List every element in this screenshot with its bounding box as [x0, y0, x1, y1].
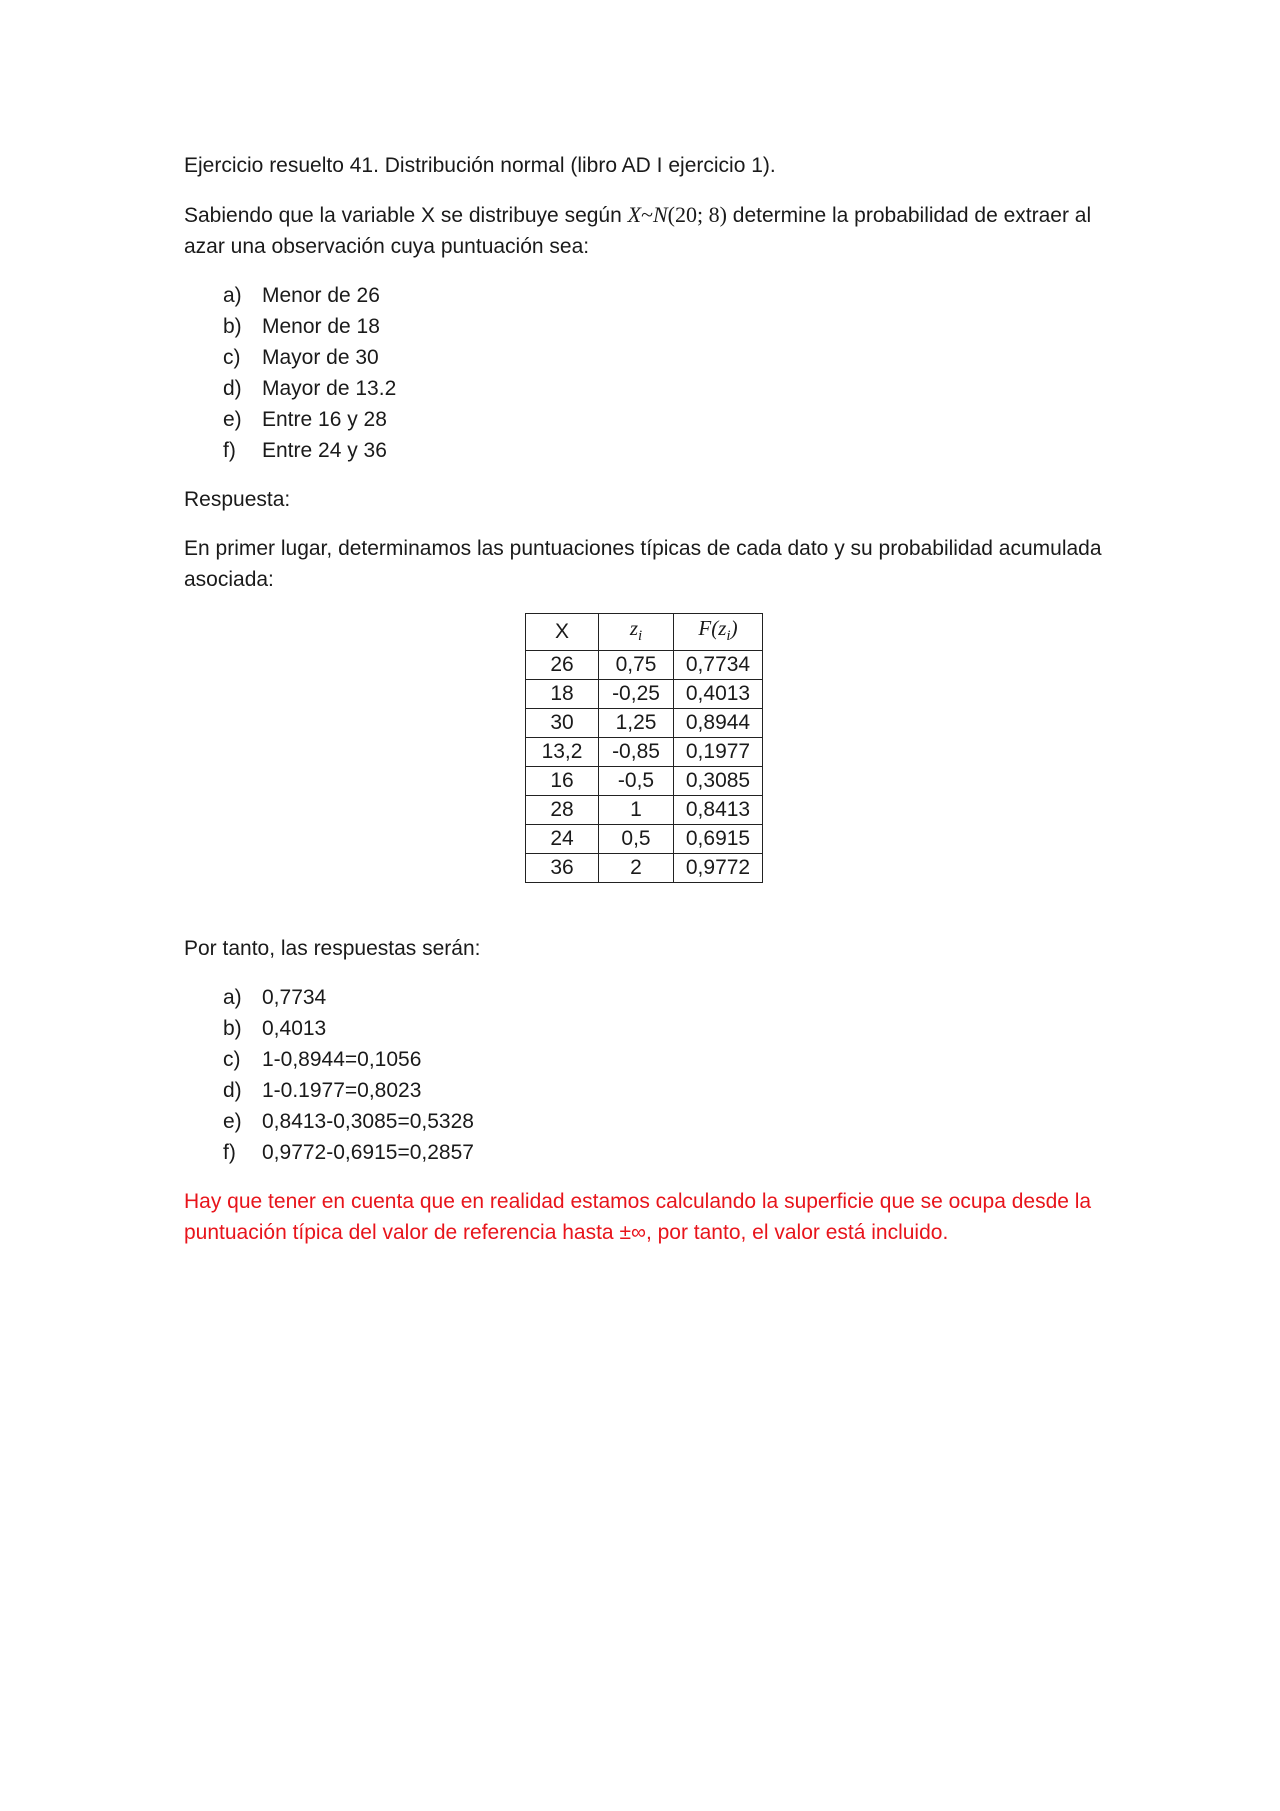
cell-z: 0,75 — [599, 651, 674, 680]
table-row — [526, 680, 763, 709]
item-label: b) — [223, 1017, 242, 1041]
item-label: a) — [223, 986, 242, 1010]
item-label: f) — [223, 1141, 236, 1165]
cell-z: 1,25 — [599, 709, 674, 738]
list-item — [223, 1044, 1104, 1075]
cell-z: 1 — [599, 796, 674, 825]
list-item — [223, 280, 1104, 311]
header-x: X — [526, 614, 599, 651]
list-item — [223, 1106, 1104, 1137]
math-tilde: ~ — [641, 202, 653, 227]
table-row — [526, 651, 763, 680]
item-text: Mayor de 13.2 — [262, 377, 397, 400]
item-label: e) — [223, 408, 242, 431]
z-table-container — [525, 613, 1104, 883]
item-text: 1-0,8944=0,1056 — [262, 1048, 422, 1072]
table-row — [526, 709, 763, 738]
item-text: 0,4013 — [262, 1017, 327, 1041]
math-distribution: N — [652, 202, 668, 227]
cell-z: -0,5 — [599, 767, 674, 796]
list-item — [223, 982, 1104, 1013]
cell-x: 30 — [526, 709, 599, 738]
item-label: b) — [223, 315, 242, 338]
header-f: $F(z_i)$ — [674, 614, 763, 651]
math-variable: X — [627, 202, 642, 227]
cell-f: 0,4013 — [674, 680, 763, 709]
cell-z: 2 — [599, 854, 674, 883]
list-item — [223, 342, 1104, 373]
list-item — [223, 373, 1104, 404]
z-score-table — [525, 613, 763, 883]
cell-x: 24 — [526, 825, 599, 854]
cell-x: 18 — [526, 680, 599, 709]
item-label: d) — [223, 377, 242, 400]
statement-after: determine la probabilidad de extraer al azar una observación cuya puntuación sea: — [184, 204, 1092, 258]
item-label: c) — [223, 346, 241, 369]
statement-before: Sabiendo que la variable X se distribuye según — [184, 204, 628, 227]
cell-f: 0,6915 — [674, 825, 763, 854]
list-item — [223, 435, 1104, 466]
item-text: Menor de 26 — [262, 284, 380, 307]
document-page — [184, 150, 1104, 1266]
cell-x: 26 — [526, 651, 599, 680]
item-label: d) — [223, 1079, 242, 1103]
table-row — [526, 796, 763, 825]
item-text: Entre 16 y 28 — [262, 408, 387, 431]
cell-z: -0,85 — [599, 738, 674, 767]
item-text: 0,8413-0,3085=0,5328 — [262, 1110, 474, 1134]
cell-f: 0,1977 — [674, 738, 763, 767]
table-row — [526, 825, 763, 854]
list-item — [223, 404, 1104, 435]
math-params: (20; 8) — [667, 202, 727, 227]
item-text: 0,7734 — [262, 986, 327, 1010]
list-item — [223, 1013, 1104, 1044]
cell-f: 0,7734 — [674, 651, 763, 680]
problem-statement — [184, 199, 1104, 262]
cell-z: -0,25 — [599, 680, 674, 709]
table-row — [526, 738, 763, 767]
intro-paragraph: En primer lugar, determinamos las puntuaciones típicas de cada dato y su probabilidad acumulada asociada: — [184, 537, 1102, 591]
note-paragraph: Hay que tener en cuenta que en realidad estamos calculando la superficie que se ocupa desde la puntuación típica del valor de referencia hasta ±∞, por tanto, el valor está incluido. — [184, 1190, 1092, 1245]
item-text: Mayor de 30 — [262, 346, 379, 369]
list-item — [223, 311, 1104, 342]
cell-x: 36 — [526, 854, 599, 883]
cell-f: 0,3085 — [674, 767, 763, 796]
item-label: c) — [223, 1048, 241, 1072]
table-row — [526, 767, 763, 796]
questions-list — [184, 280, 1104, 466]
cell-z: 0,5 — [599, 825, 674, 854]
item-text: Menor de 18 — [262, 315, 380, 338]
conclusion-paragraph: Por tanto, las respuestas serán: — [184, 937, 481, 961]
table-header-row — [526, 614, 763, 651]
cell-f: 0,9772 — [674, 854, 763, 883]
item-label: f) — [223, 439, 236, 462]
cell-f: 0,8413 — [674, 796, 763, 825]
cell-x: 28 — [526, 796, 599, 825]
cell-f: 0,8944 — [674, 709, 763, 738]
cell-x: 16 — [526, 767, 599, 796]
item-label: a) — [223, 284, 242, 307]
item-text: 1-0.1977=0,8023 — [262, 1079, 422, 1103]
list-item — [223, 1075, 1104, 1106]
answers-list — [184, 982, 1104, 1168]
exercise-title: Ejercicio resuelto 41. Distribución normal (libro AD I ejercicio 1). — [184, 154, 776, 177]
item-text: 0,9772-0,6915=0,2857 — [262, 1141, 474, 1165]
distribution-formula — [628, 202, 727, 227]
respuesta-heading: Respuesta: — [184, 488, 291, 511]
header-z: $z_i$ — [599, 614, 674, 651]
cell-x: 13,2 — [526, 738, 599, 767]
table-row — [526, 854, 763, 883]
list-item — [223, 1137, 1104, 1168]
item-label: e) — [223, 1110, 242, 1134]
item-text: Entre 24 y 36 — [262, 439, 387, 462]
